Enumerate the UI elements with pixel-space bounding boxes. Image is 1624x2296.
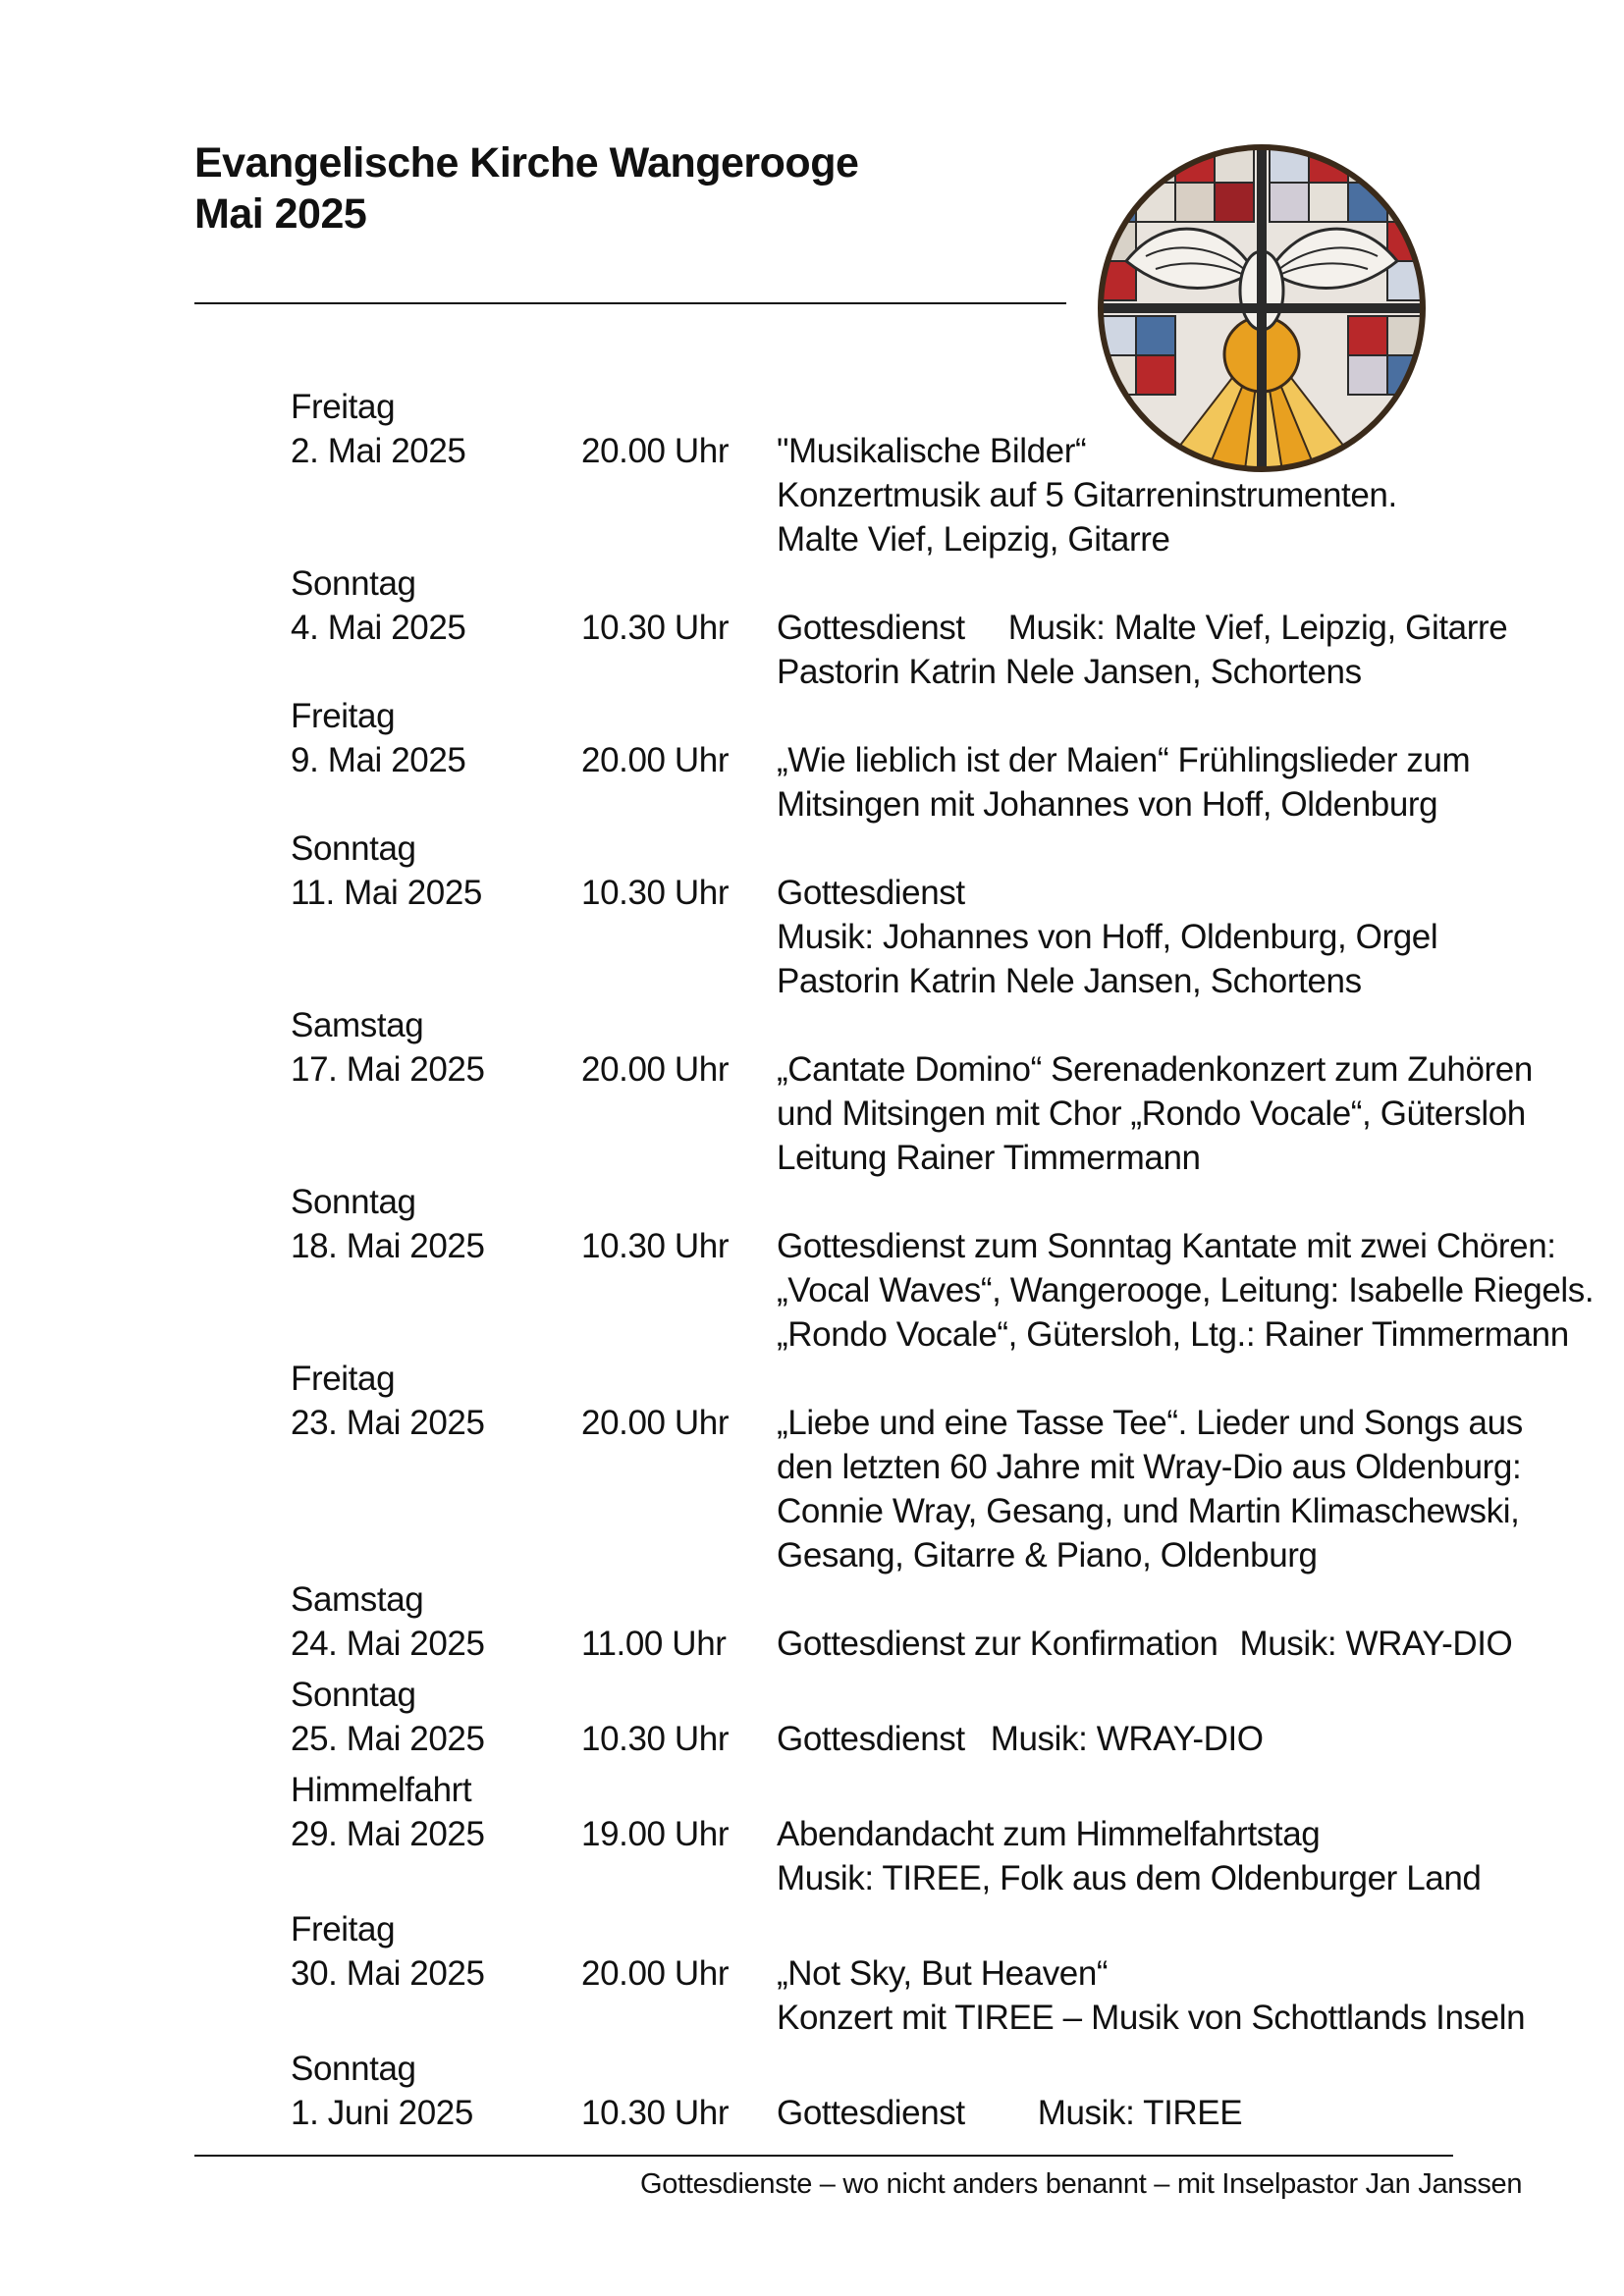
event-item	[291, 1357, 1567, 1577]
event-description-line	[777, 1489, 1567, 1533]
event-time: 10.30 Uhr	[581, 874, 730, 912]
event-time: 10.30 Uhr	[581, 1227, 730, 1265]
footer-note: Gottesdienste – wo nicht anders benannt – mit Inselpastor Jan Janssen	[640, 2168, 1523, 2200]
event-description	[777, 606, 1567, 694]
page-subtitle: Mai 2025	[194, 190, 367, 238]
event-weekday: Freitag	[291, 1910, 396, 1949]
event-date: 29. Mai 2025	[291, 1815, 485, 1853]
event-description-line	[777, 429, 1567, 473]
event-item	[291, 1180, 1595, 1357]
event-description-text: Leitung Rainer Timmermann	[777, 1139, 1201, 1177]
event-item	[291, 2047, 1567, 2135]
event-description-text: Konzert mit TIREE – Musik von Schottlands Inseln	[777, 1999, 1526, 2037]
event-music: Musik: TIREE	[1037, 2094, 1243, 2132]
event-description-line	[777, 1717, 1567, 1761]
event-row	[291, 1622, 1567, 1666]
event-description-text: Gottesdienst	[777, 1720, 965, 1758]
event-item	[291, 1577, 1567, 1666]
event-item	[291, 1673, 1567, 1761]
event-description-text: den letzten 60 Jahre mit Wray-Dio aus Oldenburg:	[777, 1448, 1522, 1486]
event-weekday: Samstag	[291, 1580, 424, 1619]
event-row	[291, 1812, 1567, 1900]
event-description	[777, 738, 1567, 827]
event-weekday: Sonntag	[291, 1676, 416, 1714]
event-date: 11. Mai 2025	[291, 874, 482, 912]
header-divider	[194, 302, 1066, 304]
event-description-text: Gottesdienst	[777, 874, 965, 912]
event-description	[777, 429, 1567, 561]
event-music: Musik: Malte Vief, Leipzig, Gitarre	[1007, 609, 1508, 647]
event-date: 1. Juni 2025	[291, 2094, 473, 2132]
event-list	[291, 385, 1595, 2135]
event-description-text: Malte Vief, Leipzig, Gitarre	[777, 520, 1170, 559]
event-date: 2. Mai 2025	[291, 432, 466, 470]
event-weekday: Freitag	[291, 1360, 396, 1398]
event-weekday: Sonntag	[291, 1183, 416, 1221]
event-item	[291, 385, 1567, 561]
event-weekday: Samstag	[291, 1006, 424, 1044]
event-music: Musik: WRAY-DIO	[1239, 1625, 1513, 1663]
event-description-text: „Wie lieblich ist der Maien“ Frühlingslieder zum	[777, 741, 1471, 779]
event-date: 25. Mai 2025	[291, 1720, 485, 1758]
event-weekday: Sonntag	[291, 2050, 416, 2088]
event-row	[291, 1717, 1567, 1761]
event-description-text: Gottesdienst zum Sonntag Kantate mit zwei Chören:	[777, 1227, 1556, 1265]
event-description-text: „Rondo Vocale“, Gütersloh, Ltg.: Rainer Timmermann	[777, 1315, 1569, 1354]
event-description-text: „Not Sky, But Heaven“	[777, 1954, 1109, 1993]
event-description-line	[777, 738, 1567, 782]
page-header	[194, 137, 1078, 240]
event-time: 20.00 Uhr	[581, 1954, 730, 1993]
event-weekday: Sonntag	[291, 564, 416, 603]
event-time: 11.00 Uhr	[581, 1625, 727, 1663]
event-time: 20.00 Uhr	[581, 1050, 730, 1089]
event-row	[291, 429, 1567, 561]
event-description-line	[777, 1951, 1567, 1996]
event-description-text: Musik: Johannes von Hoff, Oldenburg, Orgel	[777, 918, 1438, 956]
event-description-line	[777, 606, 1567, 650]
event-row	[291, 606, 1567, 694]
event-description-line	[777, 1312, 1567, 1357]
event-description-line	[777, 1136, 1567, 1180]
event-weekday: Sonntag	[291, 829, 416, 868]
event-time: 19.00 Uhr	[581, 1815, 730, 1853]
event-description-text: Abendandacht zum Himmelfahrtstag	[777, 1815, 1321, 1853]
event-music: Musik: WRAY-DIO	[990, 1720, 1264, 1758]
footer-divider	[194, 2155, 1453, 2157]
event-time: 20.00 Uhr	[581, 741, 730, 779]
event-description	[777, 2091, 1567, 2135]
event-description	[777, 1951, 1567, 2040]
event-description-text: Musik: TIREE, Folk aus dem Oldenburger Land	[777, 1859, 1482, 1897]
event-description-line	[777, 1533, 1567, 1577]
event-description-line	[777, 1092, 1567, 1136]
event-time: 20.00 Uhr	[581, 432, 730, 470]
event-description-text: Gottesdienst zur Konfirmation	[777, 1625, 1218, 1663]
event-description-line	[777, 1445, 1567, 1489]
event-description	[777, 1401, 1567, 1577]
event-date: 18. Mai 2025	[291, 1227, 485, 1265]
event-time: 10.30 Uhr	[581, 2094, 730, 2132]
event-item	[291, 1003, 1567, 1180]
event-description-line	[777, 650, 1567, 694]
event-description-line	[777, 1622, 1567, 1666]
event-description-text: Konzertmusik auf 5 Gitarreninstrumenten.	[777, 476, 1397, 514]
event-time: 10.30 Uhr	[581, 1720, 730, 1758]
event-description-text: Mitsingen mit Johannes von Hoff, Oldenburg	[777, 785, 1438, 824]
event-date: 17. Mai 2025	[291, 1050, 485, 1089]
event-description-line	[777, 1996, 1567, 2040]
event-date: 24. Mai 2025	[291, 1625, 485, 1663]
event-description-line	[777, 915, 1567, 959]
event-weekday: Freitag	[291, 388, 396, 426]
event-description	[777, 1047, 1567, 1180]
page-title: Evangelische Kirche Wangerooge	[194, 139, 859, 187]
event-row	[291, 871, 1567, 1003]
event-description-text: Gottesdienst	[777, 609, 965, 647]
event-row	[291, 1047, 1567, 1180]
event-description	[777, 871, 1567, 1003]
event-description-text: „Vocal Waves“, Wangerooge, Leitung: Isabelle Riegels.	[777, 1271, 1595, 1309]
event-description-text: Pastorin Katrin Nele Jansen, Schortens	[777, 653, 1362, 691]
event-date: 9. Mai 2025	[291, 741, 466, 779]
event-weekday: Himmelfahrt	[291, 1771, 472, 1809]
event-item	[291, 694, 1567, 827]
event-item	[291, 1907, 1567, 2040]
event-description-text: „Liebe und eine Tasse Tee“. Lieder und Songs aus	[777, 1404, 1523, 1442]
event-description-line	[777, 517, 1567, 561]
event-description-line	[777, 473, 1567, 517]
event-description	[777, 1622, 1567, 1666]
event-item	[291, 827, 1567, 1003]
event-description-line	[777, 1224, 1567, 1268]
event-weekday: Freitag	[291, 697, 396, 735]
event-row	[291, 1224, 1595, 1357]
event-item	[291, 1768, 1567, 1900]
event-description-line	[777, 782, 1567, 827]
event-row	[291, 2091, 1567, 2135]
event-item	[291, 561, 1567, 694]
event-date: 30. Mai 2025	[291, 1954, 485, 1993]
event-time: 10.30 Uhr	[581, 609, 730, 647]
event-time: 20.00 Uhr	[581, 1404, 730, 1442]
event-date: 23. Mai 2025	[291, 1404, 485, 1442]
event-description-text: Gesang, Gitarre & Piano, Oldenburg	[777, 1536, 1318, 1575]
event-description-text: „Cantate Domino“ Serenadenkonzert zum Zuhören	[777, 1050, 1533, 1089]
event-row	[291, 1951, 1567, 2040]
event-description-text: "Musikalische Bilder“	[777, 432, 1087, 470]
event-description-line	[777, 871, 1567, 915]
event-description-line	[777, 1047, 1567, 1092]
event-date: 4. Mai 2025	[291, 609, 466, 647]
event-description-text: Connie Wray, Gesang, und Martin Klimaschewski,	[777, 1492, 1520, 1530]
event-description-text: und Mitsingen mit Chor „Rondo Vocale“, Gütersloh	[777, 1095, 1526, 1133]
event-description	[777, 1812, 1567, 1900]
event-description-line	[777, 1812, 1567, 1856]
event-description-line	[777, 2091, 1567, 2135]
event-description-line	[777, 1401, 1567, 1445]
event-row	[291, 738, 1567, 827]
event-description	[777, 1224, 1595, 1357]
event-description	[777, 1717, 1567, 1761]
event-description-line	[777, 1856, 1567, 1900]
event-description-text: Gottesdienst	[777, 2094, 965, 2132]
event-description-text: Pastorin Katrin Nele Jansen, Schortens	[777, 962, 1362, 1000]
event-description-line	[777, 1268, 1595, 1312]
event-row	[291, 1401, 1567, 1577]
event-description-line	[777, 959, 1567, 1003]
